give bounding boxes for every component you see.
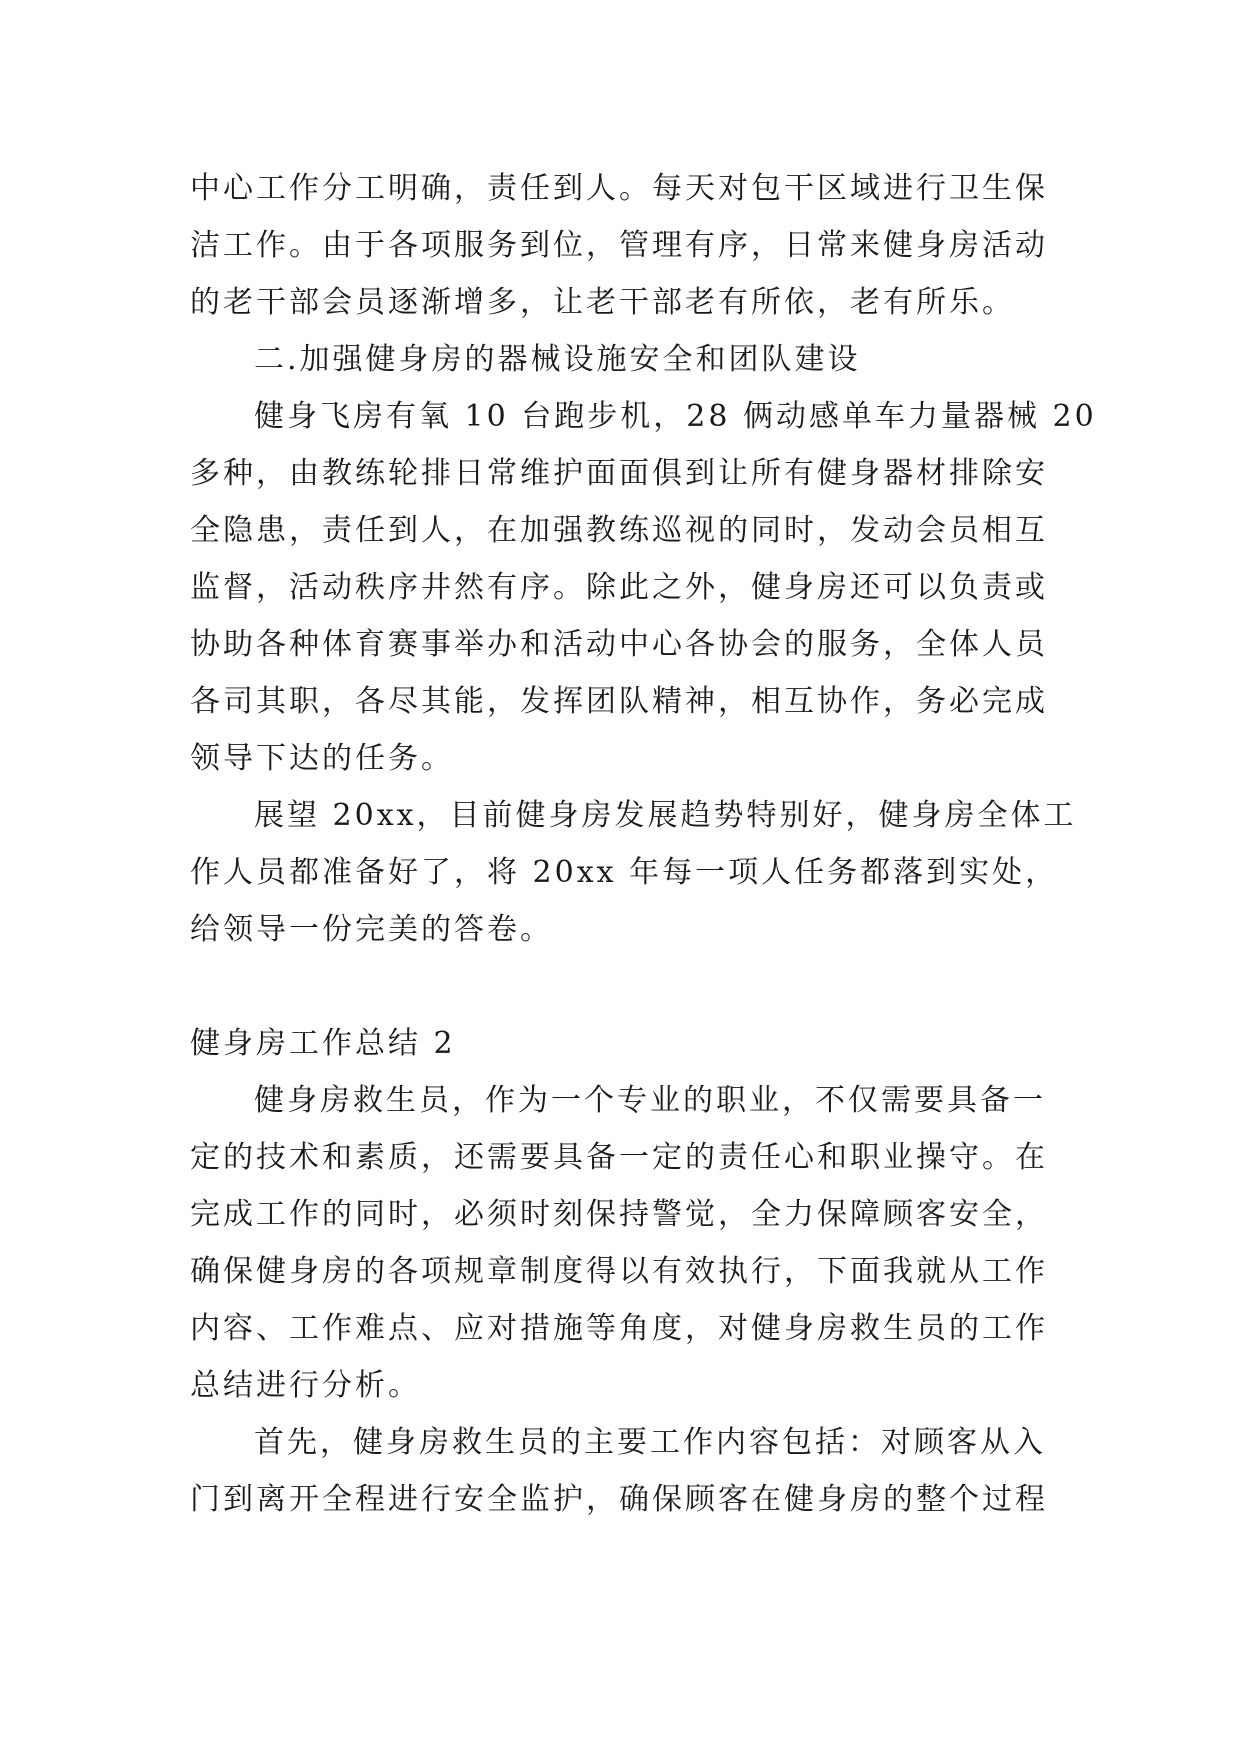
section-spacer xyxy=(190,958,1050,1015)
text-line: 内容、工作难点、应对措施等角度，对健身房救生员的工作 xyxy=(190,1311,1048,1346)
paragraph-intro xyxy=(190,160,1050,331)
paragraph-equipment xyxy=(190,388,1097,787)
text-line: 多种，由教练轮排日常维护面面俱到让所有健身器材排除安 xyxy=(190,456,1048,491)
text-line: 协助各种体育赛事举办和活动中心各协会的服务，全体人员 xyxy=(190,627,1048,662)
text-line: 确保健身房的各项规章制度得以有效执行，下面我就从工作 xyxy=(190,1254,1048,1289)
text-line: 总结进行分析。 xyxy=(190,1368,421,1403)
section-heading: 二.加强健身房的器械设施安全和团队建设 xyxy=(254,342,861,377)
paragraph-outlook xyxy=(190,787,1077,958)
text-line: 洁工作。由于各项服务到位，管理有序，日常来健身房活动 xyxy=(190,228,1048,263)
text-line: 领导下达的任务。 xyxy=(190,741,454,776)
text-line: 门到离开全程进行安全监护，确保顾客在健身房的整个过程 xyxy=(190,1482,1048,1517)
text-line: 首先，健身房救生员的主要工作内容包括：对顾客从入 xyxy=(254,1425,1046,1460)
document-body xyxy=(190,160,1097,1528)
section-title: 健身房工作总结 2 xyxy=(190,1026,456,1061)
text-line: 展望 20xx，目前健身房发展趋势特别好，健身房全体工 xyxy=(254,798,1077,833)
text-line: 中心工作分工明确，责任到人。每天对包干区域进行卫生保 xyxy=(190,171,1048,206)
paragraph-lifeguard xyxy=(190,1072,1050,1414)
text-line: 给领导一份完美的答卷。 xyxy=(190,912,553,947)
text-line: 监督，活动秩序井然有序。除此之外，健身房还可以负责或 xyxy=(190,570,1048,605)
text-line: 健身房救生员，作为一个专业的职业，不仅需要具备一 xyxy=(254,1083,1046,1118)
text-line: 健身飞房有氧 10 台跑步机，28 俩动感单车力量器械 20 xyxy=(254,399,1097,434)
text-line: 各司其职，各尽其能，发挥团队精神，相互协作，务必完成 xyxy=(190,684,1048,719)
paragraph-duties xyxy=(190,1414,1050,1528)
text-line: 的老干部会员逐渐增多，让老干部老有所依，老有所乐。 xyxy=(190,285,1015,320)
text-line: 作人员都准备好了，将 20xx 年每一项人任务都落到实处， xyxy=(190,855,1059,890)
text-line: 全隐患，责任到人，在加强教练巡视的同时，发动会员相互 xyxy=(190,513,1048,548)
text-line: 完成工作的同时，必须时刻保持警觉，全力保障顾客安全， xyxy=(190,1197,1048,1232)
text-line: 定的技术和素质，还需要具备一定的责任心和职业操守。在 xyxy=(190,1140,1048,1175)
